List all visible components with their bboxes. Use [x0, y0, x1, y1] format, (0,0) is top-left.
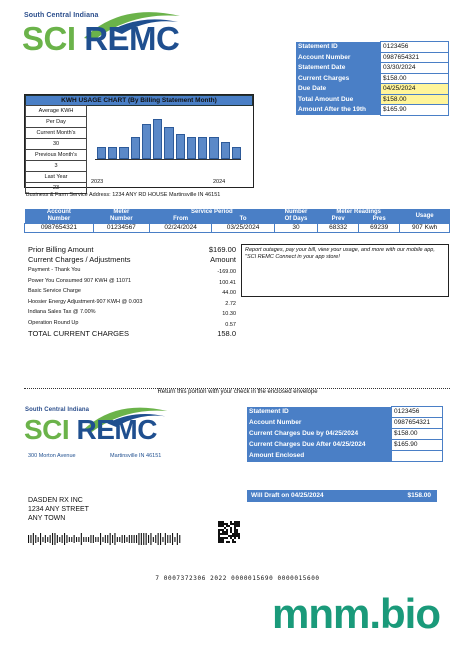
- barcode-bar: [35, 535, 36, 543]
- usage-bar: [164, 127, 173, 160]
- barcode-bar: [66, 535, 67, 543]
- barcode-bar: [78, 537, 79, 542]
- cell-usage: 907 Kwh: [400, 224, 450, 233]
- qr-module: [224, 537, 226, 539]
- charge-label: Power You Consumed 907 KWH @ 11071: [28, 277, 132, 284]
- barcode-bar: [59, 537, 60, 542]
- charge-line: [28, 277, 236, 288]
- col-account-sub: Number: [25, 216, 94, 224]
- stub-address-city: Martinsville IN 46151: [110, 453, 162, 459]
- usage-bar: [142, 124, 151, 159]
- service-address: Business & Farm Service Address: 1234 ANY RD HOUSE Martinsville IN 46151: [26, 192, 221, 198]
- notice-box: [241, 244, 449, 297]
- qr-module: [234, 527, 236, 529]
- barcode-bar: [95, 537, 96, 542]
- qr-module: [238, 523, 240, 525]
- qr-module: [220, 529, 222, 531]
- draft-amount: $158.00: [407, 492, 431, 499]
- qr-module: [236, 529, 238, 531]
- col-to: To: [212, 216, 274, 224]
- charge-amount: 2.72: [225, 300, 236, 307]
- barcode-bar: [122, 535, 123, 543]
- qr-module: [234, 521, 236, 523]
- qr-module: [236, 521, 238, 523]
- barcode-bar: [162, 537, 163, 542]
- qr-module: [234, 541, 236, 543]
- qr-module: [226, 529, 228, 531]
- charge-label: Hoosier Energy Adjustment-907 KWH @ 0.003: [28, 298, 143, 305]
- qr-module: [218, 533, 220, 535]
- usage-bar: [153, 119, 162, 159]
- qr-module: [234, 535, 236, 537]
- barcode-bar: [33, 533, 34, 545]
- remittance-row: [247, 407, 443, 418]
- usage-stat-sub: 3: [26, 161, 87, 172]
- usage-chart-title: KWH USAGE CHART (By Billing Statement Month): [25, 95, 253, 106]
- account-table: [24, 209, 450, 233]
- qr-module: [236, 533, 238, 535]
- statement-row: [296, 84, 449, 95]
- stub-logo-tagline: South Central Indiana: [25, 407, 90, 413]
- qr-module: [230, 531, 232, 533]
- charge-amount: -169.00: [217, 269, 236, 275]
- barcode-bar: [64, 533, 65, 545]
- barcode-bar: [174, 537, 175, 542]
- col-days: Number: [274, 209, 317, 216]
- remittance-row: [247, 440, 443, 451]
- statement-row: [296, 73, 449, 84]
- qr-module: [218, 529, 220, 531]
- barcode-bar: [74, 535, 75, 543]
- qr-module: [236, 531, 238, 533]
- charge-line: [28, 308, 236, 319]
- qr-module: [218, 537, 220, 539]
- barcode-bar: [158, 533, 159, 545]
- qr-module: [232, 539, 234, 541]
- barcode-bar: [167, 535, 168, 543]
- statement-row: [296, 42, 449, 53]
- qr-module: [222, 537, 224, 539]
- col-readings: Meter Readings: [318, 209, 400, 216]
- barcode-bar: [40, 533, 41, 545]
- watermark: mnm.bio: [272, 590, 440, 637]
- qr-module: [228, 541, 230, 543]
- qr-module: [226, 525, 228, 527]
- qr-module: [226, 523, 228, 525]
- barcode-bar: [62, 535, 63, 543]
- qr-module: [218, 523, 220, 525]
- barcode-bar: [129, 535, 130, 543]
- qr-code: [218, 521, 240, 543]
- remittance-row: [247, 418, 443, 429]
- qr-module: [222, 521, 224, 523]
- qr-module: [220, 533, 222, 535]
- qr-module: [218, 521, 220, 523]
- barcode-bar: [50, 535, 51, 543]
- logo-sci: SCI: [22, 20, 76, 57]
- qr-module: [232, 541, 234, 543]
- qr-module: [224, 531, 226, 533]
- barcode-bar: [172, 533, 173, 545]
- chart-year-start: 2023: [91, 179, 104, 185]
- usage-bar: [131, 137, 140, 160]
- barcode-bar: [98, 537, 99, 542]
- barcode-bar: [165, 533, 166, 545]
- statement-label: Statement ID: [296, 42, 381, 53]
- barcode-bar: [141, 533, 142, 545]
- remittance-row: [247, 429, 443, 440]
- charge-label: Operation Round Up: [28, 319, 79, 326]
- barcode-bar: [69, 537, 70, 542]
- company-logo: [22, 8, 182, 63]
- usage-stat-sub: 30: [26, 139, 87, 150]
- prior-billing-amount: $169.00: [208, 245, 236, 254]
- statement-row: [296, 63, 449, 74]
- usage-stat-label: Last Year: [26, 172, 87, 183]
- statement-row: [296, 52, 449, 63]
- qr-module: [226, 531, 228, 533]
- qr-module: [218, 539, 220, 541]
- qr-module: [232, 533, 234, 535]
- charge-line: [28, 266, 236, 277]
- qr-module: [222, 529, 224, 531]
- amount-enclosed-field[interactable]: [392, 451, 443, 462]
- barcode-bar: [86, 537, 87, 542]
- usage-stat-label: Previous Month's: [26, 150, 87, 161]
- qr-module: [232, 523, 234, 525]
- usage-chart-stats: [25, 105, 87, 194]
- statement-value: $158.00: [381, 73, 449, 84]
- qr-module: [230, 535, 232, 537]
- remittance-value: $165.90: [392, 440, 443, 451]
- remittance-value: 0123456: [392, 407, 443, 418]
- usage-chart-plot: [93, 107, 243, 159]
- cell-pres: 69239: [359, 224, 400, 233]
- col-from: From: [149, 216, 211, 224]
- remittance-label: Current Charges Due by 04/25/2024: [247, 429, 392, 440]
- charge-amount: 0.57: [225, 321, 236, 328]
- qr-module: [236, 525, 238, 527]
- barcode-bar: [38, 537, 39, 542]
- logo-wordmark: [22, 21, 179, 57]
- barcode-bar: [28, 535, 29, 543]
- barcode-bar: [170, 535, 171, 543]
- usage-bar: [97, 147, 106, 160]
- qr-module: [222, 531, 224, 533]
- qr-module: [224, 523, 226, 525]
- stub-address-street: 300 Morton Avenue: [28, 453, 76, 459]
- charge-line: [28, 287, 236, 298]
- logo-remc: REMC: [84, 20, 180, 57]
- usage-bar: [232, 147, 241, 160]
- barcode-bar: [57, 535, 58, 543]
- statement-label: Current Charges: [296, 73, 381, 84]
- qr-module: [220, 541, 222, 543]
- qr-module: [234, 525, 236, 527]
- barcode-bar: [105, 535, 106, 543]
- barcode-bar: [110, 533, 111, 545]
- barcode-bar: [30, 535, 31, 543]
- qr-module: [238, 537, 240, 539]
- statement-value: 04/25/2024: [381, 84, 449, 95]
- micr-line: 7 0007372306 2022 0000015690 0000015600: [155, 575, 320, 582]
- qr-module: [234, 533, 236, 535]
- remittance-value: $158.00: [392, 429, 443, 440]
- barcode-bar: [138, 533, 139, 545]
- barcode-bar: [160, 533, 161, 545]
- qr-module: [236, 535, 238, 537]
- mailing-address: [28, 496, 89, 523]
- barcode-bar: [47, 537, 48, 542]
- table-row: [25, 224, 450, 233]
- qr-module: [218, 525, 220, 527]
- barcode-bar: [179, 535, 180, 543]
- barcode-bar: [81, 533, 82, 545]
- remittance-value: 0987654321: [392, 418, 443, 429]
- usage-stat-sub: Per Day: [26, 117, 87, 128]
- barcode-bar: [71, 537, 72, 542]
- usage-bar: [198, 137, 207, 160]
- qr-module: [226, 541, 228, 543]
- statement-value: 0123456: [381, 42, 449, 53]
- qr-module: [220, 537, 222, 539]
- statement-label: Due Date: [296, 84, 381, 95]
- cell-days: 30: [274, 224, 317, 233]
- col-meter-sub: Number: [93, 216, 149, 224]
- qr-module: [220, 523, 222, 525]
- barcode-bar: [117, 537, 118, 542]
- usage-bar: [221, 142, 230, 160]
- usage-bar: [119, 147, 128, 160]
- statement-value: $158.00: [381, 94, 449, 105]
- statement-label: Amount After the 19th: [296, 105, 381, 116]
- qr-module: [228, 535, 230, 537]
- mailing-name: DASDEN RX INC: [28, 497, 83, 504]
- prior-billing-label: Prior Billing Amount: [28, 245, 94, 254]
- statement-label: Total Amount Due: [296, 94, 381, 105]
- barcode-bar: [112, 535, 113, 543]
- qr-module: [222, 525, 224, 527]
- barcode-bar: [146, 533, 147, 545]
- qr-module: [230, 523, 232, 525]
- qr-module: [222, 539, 224, 541]
- qr-module: [238, 533, 240, 535]
- barcode-bar: [107, 535, 108, 543]
- charge-line: [28, 298, 236, 309]
- cell-to: 03/25/2024: [212, 224, 274, 233]
- mailing-street: 1234 ANY STREET: [28, 506, 89, 513]
- draft-label: Will Draft on 04/25/2024: [251, 492, 324, 499]
- charge-label: Payment - Thank You: [28, 267, 81, 273]
- barcode-bar: [42, 537, 43, 542]
- usage-chart: [24, 94, 254, 191]
- qr-module: [222, 533, 224, 535]
- total-charges-label: TOTAL CURRENT CHARGES: [28, 329, 129, 338]
- barcode-bar: [93, 535, 94, 543]
- barcode-bar: [136, 535, 137, 543]
- qr-module: [218, 535, 220, 537]
- usage-bars: [95, 107, 241, 160]
- cell-meter: 01234567: [93, 224, 149, 233]
- charge-label: Indiana Sales Tax @ 7.00%: [28, 309, 96, 315]
- qr-module: [234, 523, 236, 525]
- col-prev: Prev: [318, 216, 359, 224]
- statement-value: $165.90: [381, 105, 449, 116]
- cell-account: 0987654321: [25, 224, 94, 233]
- charges-section: [28, 245, 236, 339]
- logo-tagline: South Central Indiana: [24, 12, 99, 19]
- cell-prev: 68332: [318, 224, 359, 233]
- charge-amount: 100.41: [219, 279, 236, 286]
- barcode-bar: [177, 533, 178, 545]
- usage-bar: [187, 137, 196, 160]
- usage-stat-label: Current Month's: [26, 128, 87, 139]
- total-charges-amount: 158.0: [217, 329, 236, 338]
- qr-module: [230, 527, 232, 529]
- barcode-bar: [102, 537, 103, 542]
- qr-module: [222, 541, 224, 543]
- col-account: Account: [25, 209, 94, 216]
- remittance-label: Current Charges Due After 04/25/2024: [247, 440, 392, 451]
- stub-logo-sci: SCI: [24, 414, 70, 445]
- stub-logo-wordmark: [24, 414, 157, 446]
- charge-line: [28, 319, 236, 330]
- remittance-label: Amount Enclosed: [247, 451, 392, 462]
- qr-module: [220, 521, 222, 523]
- qr-module: [234, 537, 236, 539]
- postal-barcode: [28, 532, 188, 546]
- qr-module: [218, 541, 220, 543]
- qr-module: [226, 533, 228, 535]
- qr-module: [232, 535, 234, 537]
- stub-logo: [24, 404, 174, 450]
- barcode-bar: [155, 535, 156, 543]
- qr-module: [224, 527, 226, 529]
- stub-logo-remc: REMC: [76, 414, 157, 445]
- qr-module: [230, 529, 232, 531]
- qr-module: [236, 523, 238, 525]
- barcode-bar: [134, 535, 135, 543]
- barcode-bar: [90, 535, 91, 543]
- barcode-bar: [148, 535, 149, 543]
- notice-text: Report outages, pay your bill, view your usage, and more with our mobile app, "SCI REMC Connect in your app store!: [245, 247, 435, 260]
- remittance-table: [247, 406, 443, 462]
- qr-module: [234, 531, 236, 533]
- charge-amount: 44.00: [222, 290, 236, 296]
- statement-row: [296, 94, 449, 105]
- col-pres: Pres: [359, 216, 400, 224]
- statement-value: 0987654321: [381, 52, 449, 63]
- qr-module: [238, 535, 240, 537]
- usage-stat-label: Average KWH: [26, 106, 87, 117]
- barcode-bar: [45, 535, 46, 543]
- barcode-bar: [76, 537, 77, 542]
- usage-bar: [209, 137, 218, 160]
- chart-year-end: 2024: [213, 179, 226, 185]
- qr-module: [238, 521, 240, 523]
- barcode-bar: [131, 535, 132, 543]
- col-days-sub: Of Days: [274, 216, 317, 224]
- amount-header: Amount: [210, 255, 236, 264]
- cell-from: 02/24/2024: [149, 224, 211, 233]
- qr-module: [230, 521, 232, 523]
- mailing-city: ANY TOWN: [28, 515, 66, 522]
- statement-label: Statement Date: [296, 63, 381, 74]
- col-usage: Usage: [400, 209, 450, 224]
- qr-module: [218, 531, 220, 533]
- barcode-bar: [119, 537, 120, 542]
- barcode-bar: [114, 533, 115, 545]
- barcode-bar: [88, 537, 89, 542]
- barcode-bar: [54, 533, 55, 545]
- barcode-bar: [100, 533, 101, 545]
- qr-module: [238, 525, 240, 527]
- barcode-bar: [126, 537, 127, 542]
- remittance-label: Statement ID: [247, 407, 392, 418]
- qr-module: [226, 537, 228, 539]
- usage-stat-sub: 23: [26, 183, 87, 194]
- barcode-bar: [153, 537, 154, 542]
- remittance-label: Account Number: [247, 418, 392, 429]
- col-meter: Meter: [93, 209, 149, 216]
- barcode-bar: [124, 535, 125, 543]
- statement-summary: [296, 41, 449, 116]
- qr-module: [234, 529, 236, 531]
- current-charges-label: Current Charges / Adjustments: [28, 255, 131, 264]
- draft-banner: [247, 490, 437, 502]
- barcode-bar: [83, 537, 84, 542]
- usage-bar: [108, 147, 117, 160]
- usage-bar: [176, 134, 185, 159]
- barcode-bar: [150, 533, 151, 545]
- charge-amount: 10.30: [222, 311, 236, 317]
- qr-module: [228, 525, 230, 527]
- statement-label: Account Number: [296, 52, 381, 63]
- return-instructions: Return this portion with your check in the enclosed envelope: [157, 389, 318, 395]
- statement-row: [296, 105, 449, 116]
- col-service-period: Service Period: [149, 209, 274, 216]
- barcode-bar: [52, 533, 53, 545]
- qr-module: [224, 533, 226, 535]
- qr-module: [220, 539, 222, 541]
- qr-module: [230, 537, 232, 539]
- charge-label: Basic Service Charge: [28, 288, 81, 294]
- barcode-bar: [143, 533, 144, 545]
- qr-module: [220, 525, 222, 527]
- qr-module: [222, 523, 224, 525]
- remittance-row: [247, 451, 443, 462]
- statement-value: 03/30/2024: [381, 63, 449, 74]
